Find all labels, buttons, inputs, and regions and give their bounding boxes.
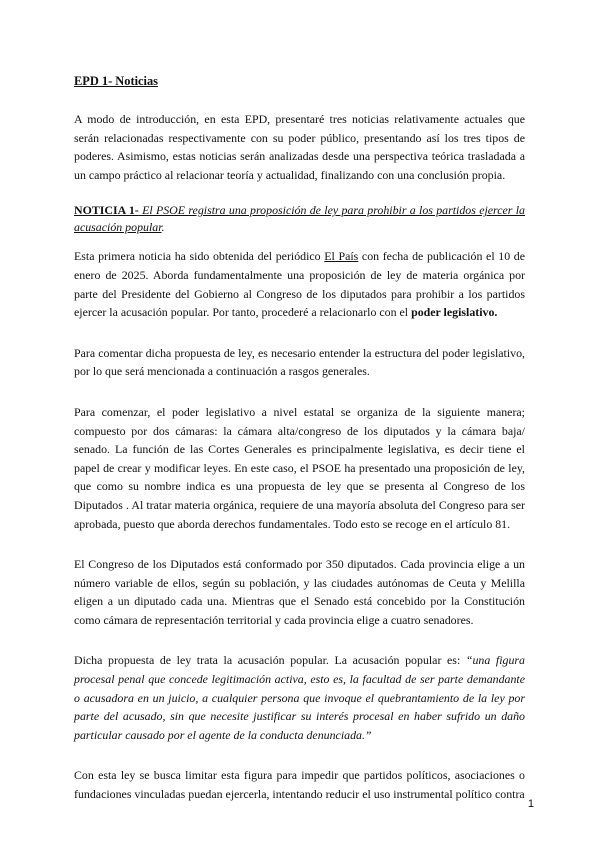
page-number: 1 — [527, 798, 534, 810]
popular-accusation-intro: Dicha propuesta de ley trata la acusación popular. La acusación popular es: — [74, 653, 466, 668]
news-1-title: El PSOE registra una proposición de ley para prohibir a los partidos ejercer la acusación popular — [74, 203, 525, 235]
document-title: EPD 1- Noticias — [74, 74, 158, 88]
source-text-before: Esta primera noticia ha sido obtenida del periódico — [74, 249, 325, 264]
news-1-label: NOTICIA 1- — [74, 203, 139, 218]
source-newspaper-link[interactable]: El País — [324, 249, 359, 264]
popular-accusation-quote: “una figura procesal penal que concede legitimación activa, esto es, la facultad de ser parte demandante o acusadora en un juicio, a cualquier persona que invoque el quebrantamiento de la ley por parte del acusado, sin que necesite justificar su interés procesal en haber sufrido un daño particular causado por el agente de la conducta denunciada.” — [74, 653, 525, 742]
congress-composition-paragraph: El Congreso de los Diputados está conformado por 350 diputados. Cada provincia elige a un número variable de ellos, según su población, y las ciudades autónomas de Ceuta y Melilla eligen a un diputado cada una. Mientras que el Senado está concebido por la Constitución como cámara de representación territorial y cada provincia elige a cuatro senadores. — [74, 557, 525, 627]
source-text-after: con fecha de publicación el 10 de enero de 2025. Aborda fundamentalmente una proposición de ley de materia orgánica por parte del Presidente del Gobierno al Congreso de los diputados para prohibir a los partidos ejercer la acusación popular. Por tanto, procederé a relacionarlo con el — [74, 249, 525, 320]
news-1-title-tail: . — [161, 220, 165, 235]
legislative-structure-paragraph: Para comentar dicha propuesta de ley, es necesario entender la estructura del poder legislativo, por lo que será mencionada a continuación a rasgos generales. — [74, 345, 525, 379]
law-purpose-paragraph: Con esta ley se busca limitar esta figura para impedir que partidos políticos, asociaciones o fundaciones vinculadas puedan ejercerla, intentando reducir el uso instrumental político contra — [74, 768, 525, 802]
news-1-paragraph-source — [74, 247, 525, 321]
legislative-organization-paragraph: Para comenzar, el poder legislativo a nivel estatal se organiza de la siguiente manera; compuesto por dos cámaras: la cámara alta/congreso de los diputados y la cámara baja/ senado. La función de las Cortes Generales es principalmente legislativa, es decir tiene el papel de crear y modificar leyes. En este caso, el PSOE ha presentado una proposición de ley, que como su nombre indica es una propuesta de ley que se presenta al Congreso de los Diputados . Al tratar materia orgánica, requiere de una mayoría absoluta del Congreso para ser aprobada, puesto que aborda derechos fundamentales. Todo esto se recoge en el artículo 81. — [74, 404, 525, 531]
legislative-power-emphasis: poder legislativo. — [411, 305, 498, 320]
intro-paragraph: A modo de introducción, en esta EPD, presentaré tres noticias relativamente actuales que serán relacionadas respectivamente con su poder público, presentando así los tres tipos de poderes. Asimismo, estas noticias serán analizadas desde una perspectiva teórica trasladada a un campo práctico al relacionar teoría y actualidad, finalizando con una conclusión propia. — [74, 112, 525, 182]
popular-accusation-paragraph — [74, 651, 525, 744]
news-1-heading — [74, 202, 525, 236]
